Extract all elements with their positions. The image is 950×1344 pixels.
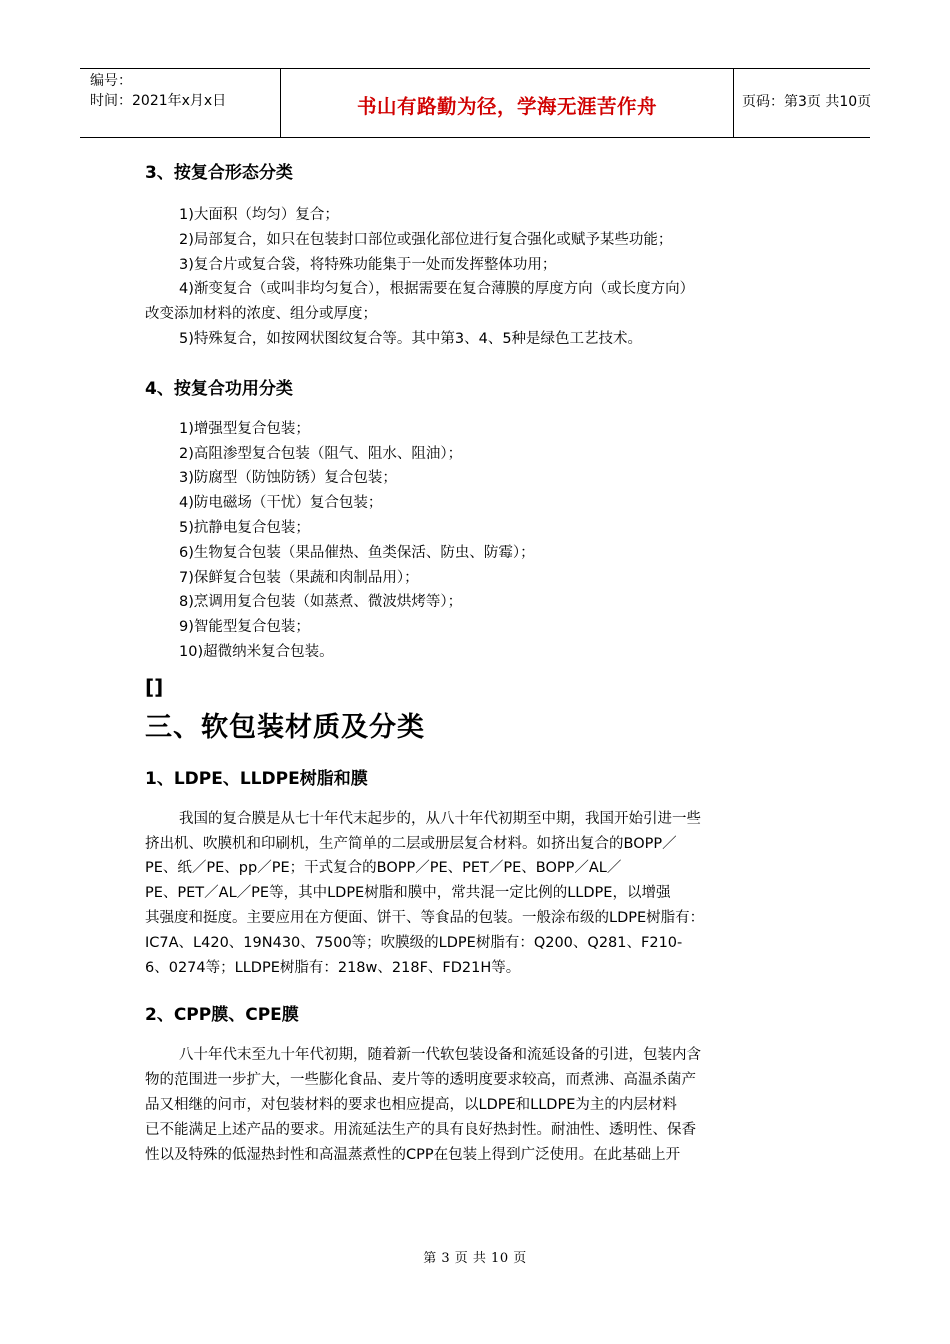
paragraph-line: PE、纸／PE、pp／PE；干式复合的BOPP／PE、PET／PE、BOPP／AL／ [145, 860, 622, 877]
list-item: 7)保鲜复合包装（果蔬和肉制品用）； [179, 569, 419, 586]
page-info: 页码：第3页 共10页 [742, 94, 872, 110]
motto-text: 书山有路勤为径，学海无涯苦作舟 [356, 95, 657, 118]
list-item: 2)高阻渗型复合包装（阻气、阻水、阻油）； [179, 445, 463, 462]
list-item: 8)烹调用复合包装（如蒸煮、微波烘烤等）； [179, 594, 463, 611]
paragraph-line: 挤出机、吹膜机和印刷机，生产简单的二层或册层复合材料。如挤出复合的BOPP／ [145, 835, 677, 852]
bracket-marker: [] [145, 674, 164, 699]
page-header [80, 68, 870, 138]
section-heading: 3、按复合形态分类 [145, 163, 293, 183]
list-item: 5)特殊复合，如按网状图纹复合等。其中第3、4、5种是绿色工艺技术。 [179, 330, 643, 347]
list-item: 10)超微纳米复合包装。 [179, 643, 334, 660]
list-item: 9)智能型复合包装； [179, 619, 310, 636]
list-item: 3)防腐型（防蚀防锈）复合包装； [179, 470, 397, 487]
header-page-cell [734, 69, 870, 137]
list-item: 1)大面积（均匀）复合； [179, 207, 339, 223]
section-heading: 4、按复合功用分类 [145, 378, 293, 399]
list-item-continuation: 改变添加材料的浓度、组分或厚度； [145, 306, 377, 323]
list-item: 5)抗静电复合包装； [179, 519, 310, 536]
section-heading: 2、CPP膜、CPE膜 [145, 1005, 299, 1026]
paragraph-line: 我国的复合膜是从七十年代末起步的，从八十年代初期至中期，我国开始引进一些 [179, 810, 701, 827]
document-time-label: 时间：2021年x月x日 [90, 93, 227, 109]
paragraph-line: 性以及特殊的低湿热封性和高温蒸煮性的CPP在包装上得到广泛使用。在此基础上开 [145, 1146, 681, 1163]
paragraph-line: 八十年代末至九十年代初期，随着新一代软包装设备和流延设备的引进，包装内含 [179, 1047, 701, 1064]
list-item: 2)局部复合，如只在包装封口部位或强化部位进行复合强化或赋予某些功能； [179, 231, 673, 248]
page-footer: 第 3 页 共 10 页 [423, 1251, 527, 1266]
document-body [145, 150, 825, 1167]
paragraph-line: 品又相继的问市，对包装材料的要求也相应提高，以LDPE和LLDPE为主的内层材料 [145, 1096, 677, 1113]
paragraph-line: IC7A、L420、19N430、7500等；吹膜级的LDPE树脂有：Q200、Q281、F210- [145, 934, 683, 951]
header-motto-cell [281, 69, 734, 137]
paragraph-line: 6、0274等；LLDPE树脂有：218w、218F、FD21H等。 [145, 959, 521, 976]
section-heading: 1、LDPE、LLDPE树脂和膜 [145, 768, 368, 789]
list-item: 1)增强型复合包装； [179, 420, 310, 437]
list-item: 3)复合片或复合袋，将特殊功能集于一处而发挥整体功用； [179, 256, 557, 273]
paragraph-line: 其强度和挺度。主要应用在方便面、饼干、等食品的包装。一般涂布级的LDPE树脂有： [145, 909, 705, 926]
paragraph-line: 物的范围进一步扩大，一些膨化食品、麦片等的透明度要求较高，而煮沸、高温杀菌产 [145, 1072, 696, 1089]
list-item: 4)防电磁场（干忧）复合包装； [179, 495, 383, 512]
chapter-title: 三、软包装材质及分类 [145, 711, 425, 743]
document-number-label: 编号： [90, 73, 132, 89]
header-meta-cell [80, 69, 281, 137]
list-item: 4)渐变复合（或叫非均匀复合），根据需要在复合薄膜的厚度方向（或长度方向） [179, 281, 695, 298]
list-item: 6)生物复合包装（果品催热、鱼类保活、防虫、防霉）； [179, 544, 535, 561]
paragraph-line: 已不能满足上述产品的要求。用流延法生产的具有良好热封性。耐油性、透明性、保香 [145, 1121, 696, 1138]
paragraph-line: PE、PET／AL／PE等，其中LDPE树脂和膜中，常共混一定比例的LLDPE，以增强 [145, 885, 671, 902]
